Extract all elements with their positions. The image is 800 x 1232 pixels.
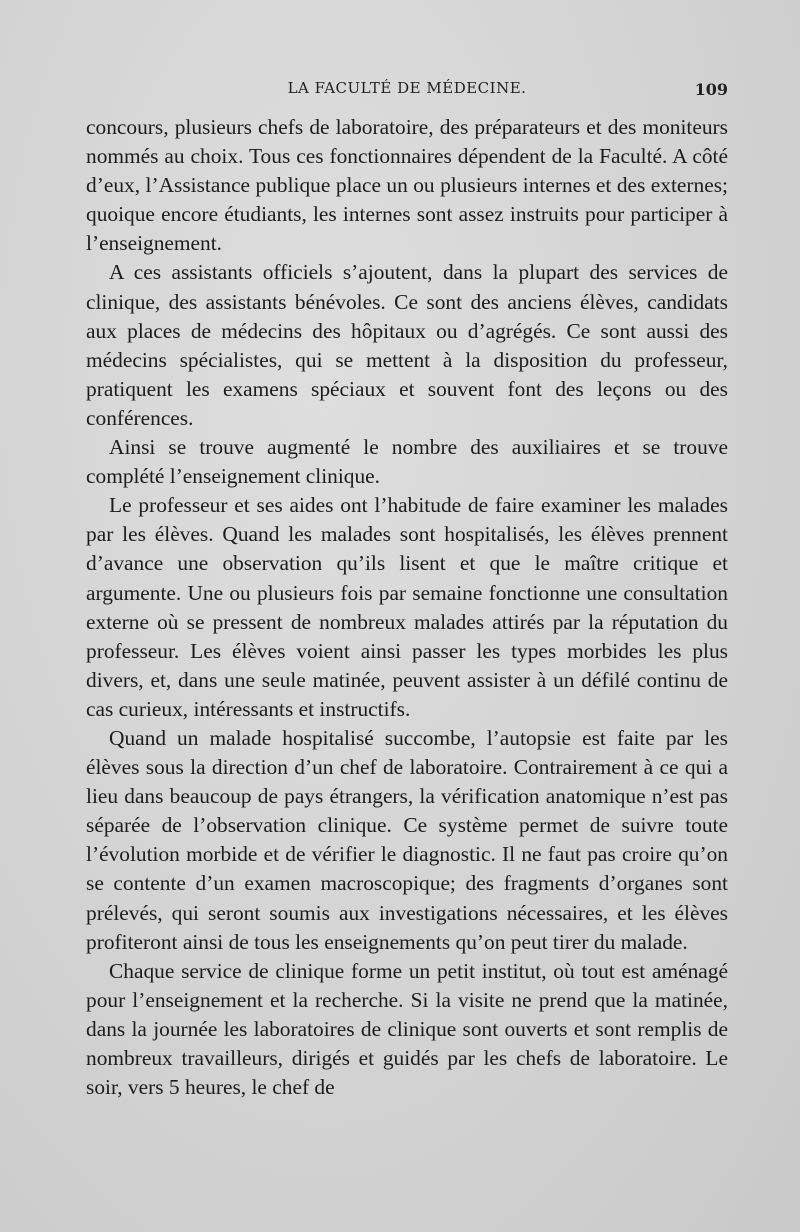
running-title: LA FACULTÉ DE MÉDECINE. — [287, 79, 527, 97]
paragraph-examens: Le professeur et ses aides ont l’habitude de faire examiner les malades par les élèves. Quand les malades sont hospitalisés, les élèves prennent d’avance une observation qu’ils lisent et que le maître critique et argumente. Une ou plusieurs fois par semaine fonctionne une consultation externe où se pressent de nombreux malades attirés par la réputation du professeur. Les élèves voient ainsi passer les types morbides les plus divers, et, dans une seule matinée, peuvent assister à un défilé continu de cas curieux, intéressants et instructifs. — [86, 493, 728, 721]
paragraph-continuation: concours, plusieurs chefs de laboratoire, des préparateurs et des moniteurs nommés au choix. Tous ces fonctionnaires dépendent de la Faculté. A côté d’eux, l’Assistance publique place un ou plusieurs internes et des externes; quoique encore étudiants, les internes sont assez instruits pour participer à l’enseignement. — [86, 115, 728, 256]
paragraph-assistants: A ces assistants officiels s’ajoutent, dans la plupart des services de clinique, des assistants bénévoles. Ce sont des anciens élèves, candidats aux places de médecins des hôpitaux ou d’agrégés. Ce sont aussi des médecins spécialistes, qui se mettent à la disposition du professeur, pratiquent les examens spéciaux et souvent font des leçons ou des conférences. — [86, 260, 728, 430]
running-head — [86, 79, 728, 101]
body-text — [86, 113, 728, 1102]
paragraph-auxiliaires: Ainsi se trouve augmenté le nombre des auxiliaires et se trouve complété l’enseignement clinique. — [86, 435, 728, 489]
paragraph-autopsie: Quand un malade hospitalisé succombe, l’autopsie est faite par les élèves sous la direction d’un chef de laboratoire. Contrairement à ce qui a lieu dans beaucoup de pays étrangers, la vérification anatomique n’est pas séparée de l’observation clinique. Ce système permet de suivre toute l’évolution morbide et de vérifier le diagnostic. Il ne faut pas croire qu’on se contente d’un examen macroscopique; des fragments d’organes sont prélevés, qui seront soumis aux investigations nécessaires, et les élèves profiteront ainsi de tous les enseignements qu’on peut tirer du malade. — [86, 725, 728, 954]
page-number: 109 — [694, 80, 728, 99]
paragraph-institut: Chaque service de clinique forme un petit institut, où tout est aménagé pour l’enseignement et la recherche. Si la visite ne prend que la matinée, dans la journée les laboratoires de clinique sont ouverts et sont remplis de nombreux travailleurs, dirigés et guidés par les chefs de laboratoire. Le soir, vers 5 heures, le chef de — [86, 958, 728, 1100]
